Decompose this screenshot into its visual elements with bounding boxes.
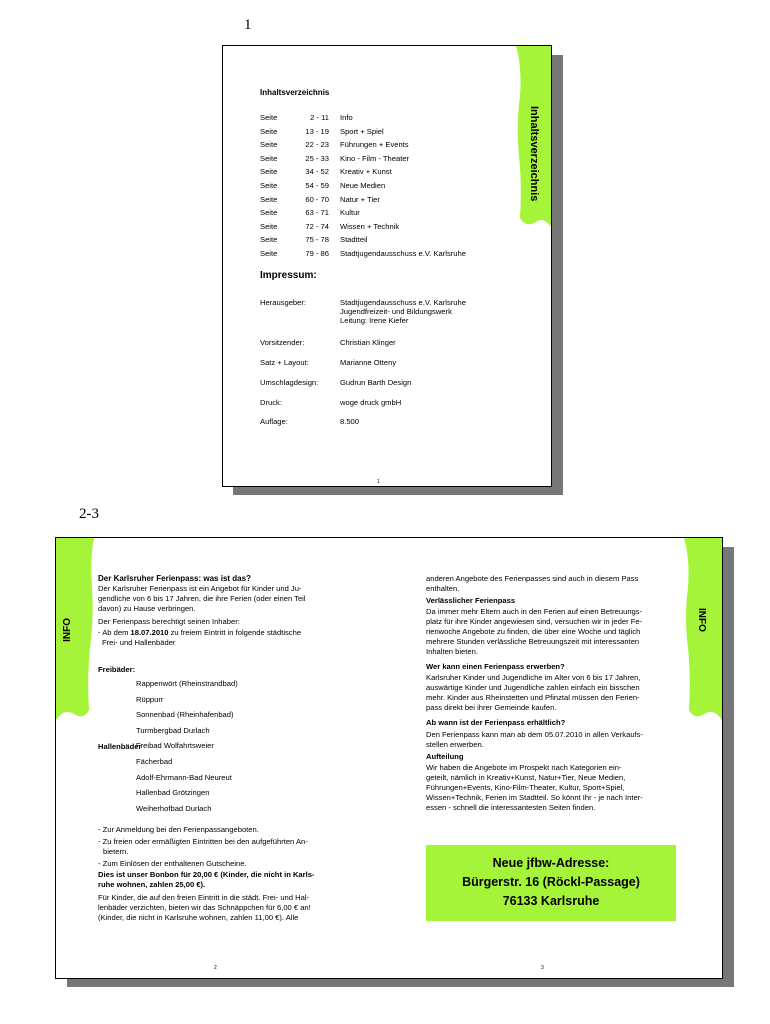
toc-label: Seite [260,181,278,190]
page2-point1-date: 18.07.2010 [130,628,169,637]
page2-title: Der Karlsruher Ferienpass: was ist das? [98,574,251,583]
toc-range: 75 - 78 [305,235,329,245]
page3-s1-line: Da immer mehr Eltern auch in den Ferien auf einen Betreuungs- [426,607,643,616]
toc-label: Seite [260,153,278,163]
page3-number: 3 [541,965,544,971]
toc-topic: Wissen + Technik [340,221,400,231]
page3-continuation [426,574,638,594]
page2-intro-line: davon) zu Hause verbringen. [98,604,196,613]
page3-s2-heading: Wer kann einen Ferienpass erwerben? [426,662,565,671]
page2-closing-line: lenbäder verzichten, bieten wir das Schnäppchen für 6,00 € an! [98,903,311,912]
toc-label: Seite [260,235,278,245]
toc-label: Seite [260,194,278,204]
page3-s1-text [426,607,642,657]
page1-number: 1 [377,479,380,485]
page3-s4-heading: Aufteilung [426,752,464,761]
freibad-item: Freibad Wolfahrtsweier [136,741,214,750]
page2-intro [98,584,306,614]
toc-range: 22 - 23 [305,140,329,150]
toc-topic: Kreativ + Kunst [340,167,392,177]
impressum-value: Christian Klinger [340,338,396,347]
toc-label: Seite [260,167,278,177]
page2-point1-cont: Frei- und Hallenbäder [102,638,176,647]
hallenbad-item: Fächerbad [136,757,173,766]
impressum-key: Satz + Layout: [260,358,309,367]
page2-point1 [98,628,301,638]
hallenbad-item: Hallenbad Grötzingen [136,788,210,797]
toc-topic: Info [340,113,353,122]
impressum-value: Gudrun Barth Design [340,378,412,387]
spread-sheet [55,537,723,979]
freibad-item: Sonnenbad (Rheinhafenbad) [136,710,234,719]
page2-point3-line: - Zu freien oder ermäßigten Eintritten bei den aufgeführten An- [98,837,308,846]
page3-s4-line: Führungen+Events, Kino-Film-Theater, Kultur, Sport+Spiel, [426,783,625,792]
page-label-2-3: 2-3 [79,506,99,522]
page3-s4-line: Wir haben die Angebote im Prospekt nach Kategorien ein- [426,763,622,772]
page2-point4: - Zum Einlösen der enthaltenen Gutscheine. [98,859,247,868]
impressum-value: Stadtjugendausschuss e.V. Karlsruhe [340,298,466,307]
toc-topic: Sport + Spiel [340,126,384,136]
impressum-key: Umschlagdesign: [260,378,319,387]
toc-range: 2 - 11 [310,113,329,122]
impressum-value: Leitung: Irene Kiefer [340,316,409,325]
page3-s1-line: rienwoche Angebote zu finden, die über eine Woche und täglich [426,627,641,636]
freibaeder-heading: Freibäder: [98,665,136,674]
page2-point2: - Zur Anmeldung bei den Ferienpassangeboten. [98,825,259,834]
page3-s1-line: platz für ihre Kinder angewiesen sind, versuchen wir in jeder Fe- [426,617,643,626]
toc-range: 25 - 33 [305,153,329,163]
page3-s2-line: mehr. Kinder aus Rheinstetten und Pfinztal müssen den Ferien- [426,693,640,702]
page3-s3-line: stellen erwerben. [426,740,484,749]
page3-s4-line: essen - schnell die interessantesten Seiten finden. [426,803,596,812]
freibad-item: Rüppurr [136,694,164,704]
page3-s2-text [426,673,640,713]
impressum-key: Herausgeber: [260,298,307,307]
page2-point1-b: zu freiem Eintritt in folgende städtische [168,628,302,637]
toc-label: Seite [260,208,278,218]
impressum-key: Auflage: [260,417,288,426]
impressum-value: Jugendfreizeit- und Bildungswerk [340,307,452,316]
toc-topic: Natur + Tier [340,194,380,204]
page3-cont-line: enthalten. [426,584,460,593]
page2-point1-a: - Ab dem [98,628,131,637]
toc-topic: Kultur [340,208,360,218]
address-line-2: Bürgerstr. 16 (Röckl-Passage) [462,875,640,889]
address-line-3: 76133 Karlsruhe [502,894,600,908]
impressum-key: Vorsitzender: [260,338,305,347]
page3-s2-line: pass direkt bei ihrer Gemeinde kaufen. [426,703,557,712]
hallenbaeder-heading: Hallenbäder [98,742,142,751]
toc-topic: Neue Medien [340,181,386,190]
page3-s3-text [426,730,643,750]
page1-tab-label: Inhaltsverzeichnis [528,106,540,202]
page3-s3-heading: Ab wann ist der Ferienpass erhältlich? [426,718,566,727]
page3-s1-heading: Verlässlicher Ferienpass [426,596,516,605]
toc-range: 34 - 52 [305,167,329,177]
freibad-item: Turmbergbad Durlach [136,725,210,735]
page2-closing-line: Für Kinder, die auf den freien Eintritt in die städt. Frei- und Hal- [98,893,310,902]
toc-topic: Stadtjugendausschuss e.V. Karlsruhe [340,249,466,258]
page3-tab-label: INFO [696,608,707,632]
toc-heading: Inhaltsverzeichnis [260,88,330,97]
page2-intro-line: gendliche von 6 bis 17 Jahren, die ihre Ferien (oder einen Teil [98,594,306,603]
page-label-1: 1 [244,17,252,33]
toc-range: 13 - 19 [305,126,329,136]
page2-closing-line: (Kinder, die nicht in Karlsruhe wohnen, zahlen 11,00 €). Alle [98,913,299,922]
toc-range: 63 - 71 [305,208,329,218]
impressum-value: woge druck gmbH [340,398,402,407]
impressum-key: Druck: [260,398,282,407]
hallenbad-item: Weiherhofbad Durlach [136,803,212,813]
freibad-item: Rappenwört (Rheinstrandbad) [136,679,238,688]
address-line-1: Neue jfbw-Adresse: [492,856,610,870]
toc-topic: Stadtteil [340,235,368,245]
page2-bonbon-line: ruhe wohnen, zahlen 25,00 €). [98,880,206,889]
page2-point3 [98,837,308,857]
toc-range: 79 - 86 [305,249,329,258]
page3-s4-text [426,763,643,813]
page3-s2-line: auswärtige Kinder und Jugendliche zahlen einfach ein bisschen [426,683,640,692]
page2-closing [98,893,311,923]
impressum-value: 8.500 [340,417,360,426]
toc-topic: Führungen + Events [340,140,409,150]
page2-berechtigt: Der Ferienpass berechtigt seinen Inhaber: [98,617,240,626]
page3-s3-line: Den Ferienpass kann man ab dem 05.07.2010 in allen Verkaufs- [426,730,643,739]
page2-bonbon-line: Dies ist unser Bonbon für 20,00 € (Kinder, die nicht in Karls- [98,870,315,879]
address-box [426,845,676,921]
toc-label: Seite [260,126,278,136]
page2-point3-line: bietern. [103,847,129,856]
impressum-value: Marianne Otteny [340,358,397,367]
page2-bonbon [98,870,314,890]
toc-label: Seite [260,140,278,150]
toc-range: 54 - 59 [305,181,329,190]
page3-s4-line: geteilt, nämlich in Kreativ+Kunst, Natur+Tier, Neue Medien, [426,773,626,782]
page2-tab-label: INFO [62,618,73,642]
toc-range: 72 - 74 [305,221,329,231]
hallenbad-item: Adolf-Ehrmann-Bad Neureut [136,772,232,782]
page3-s1-line: mehrere Stunden verlässliche Betreuungszeit mit interessanten [426,637,640,646]
page3-s2-line: Karlsruher Kinder und Jugendliche im Alter von 6 bis 17 Jahren, [426,673,641,682]
toc-label: Seite [260,113,278,122]
page3-s1-line: Inhalten bieten. [426,647,478,656]
toc-range: 60 - 70 [305,194,329,204]
page2-intro-line: Der Karlsruher Ferienpass ist ein Angebot für Kinder und Ju- [98,584,302,593]
page2-number: 2 [214,965,217,971]
toc-label: Seite [260,221,278,231]
toc-topic: Kino - Film - Theater [340,153,410,163]
toc-label: Seite [260,249,278,258]
page3-s4-line: Wissen+Technik, Ferien im Stadtteil. So könnt Ihr - je nach Inter- [426,793,643,802]
impressum-heading: Impressum: [260,270,317,281]
page1-sheet [222,45,552,487]
page3-cont-line: anderen Angebote des Ferienpasses sind auch in diesem Pass [426,574,639,583]
